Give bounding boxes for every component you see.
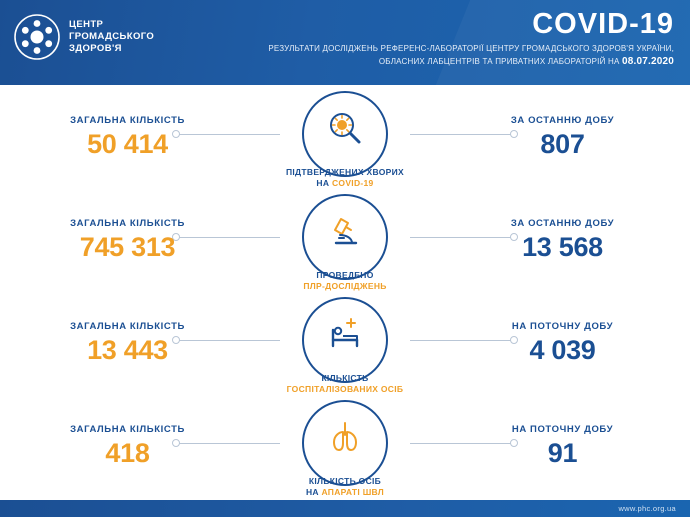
logo-text-line3: ЗДОРОВ'Я (69, 43, 122, 54)
hospital-bed-icon (325, 316, 365, 352)
stat-left-caption: ЗАГАЛЬНА КІЛЬКІСТЬ (70, 424, 185, 435)
subtitle-line2: ОБЛАСНИХ ЛАБЦЕНТРІВ ТА ПРИВАТНИХ ЛАБОРАТОРІЙ НА (378, 57, 620, 66)
stat-right-caption: ЗА ОСТАННЮ ДОБУ (510, 115, 615, 126)
stat-circle-label (270, 270, 420, 292)
stat-label-line2-highlight: АПАРАТІ ШВЛ (321, 487, 385, 497)
stat-left (0, 321, 255, 364)
page-title: COVID-19 (532, 8, 674, 40)
stat-right-value: 91 (547, 438, 578, 468)
stat-label-line2-highlight: ПЛР-ДОСЛІДЖЕНЬ (303, 281, 387, 291)
stat-center (255, 85, 435, 188)
stat-circle (302, 400, 388, 497)
stat-row (0, 291, 690, 394)
stat-label-line2-highlight: ГОСПІТАЛІЗОВАНИХ ОСІБ (286, 384, 404, 394)
stat-left (0, 218, 255, 261)
stat-right-value: 807 (540, 129, 585, 159)
stat-row (0, 188, 690, 291)
stat-row (0, 394, 690, 497)
stat-circle-label (270, 167, 420, 189)
magnifier-virus-icon (326, 110, 364, 148)
stat-right (435, 115, 690, 158)
stat-left-caption: ЗАГАЛЬНА КІЛЬКІСТЬ (70, 218, 185, 229)
stat-right-caption: НА ПОТОЧНУ ДОБУ (511, 424, 614, 435)
stat-right-caption: НА ПОТОЧНУ ДОБУ (511, 321, 614, 332)
logo-text-line1: ЦЕНТР (69, 19, 104, 30)
stat-right-value: 4 039 (529, 335, 596, 365)
stat-right (435, 218, 690, 261)
footer-url[interactable]: www.phc.org.ua (618, 504, 676, 513)
stat-label-line2-prefix: НА (305, 487, 322, 497)
stat-left-caption: ЗАГАЛЬНА КІЛЬКІСТЬ (70, 115, 185, 126)
stat-circle (302, 194, 388, 291)
stat-center (255, 188, 435, 291)
stat-circle-label (270, 373, 420, 395)
phc-logo-icon (14, 14, 60, 60)
stat-label-line1: КІЛЬКІСТЬ (321, 373, 369, 383)
logo-text-line2: ГРОМАДСЬКОГО (69, 31, 155, 42)
stat-left-caption: ЗАГАЛЬНА КІЛЬКІСТЬ (70, 321, 185, 332)
logo-text (69, 19, 154, 55)
stats-rows (0, 85, 690, 500)
footer (0, 500, 690, 517)
stat-label-line1: ПРОВЕДЕНО (316, 270, 374, 280)
stat-center (255, 394, 435, 497)
stat-circle-label (270, 476, 420, 498)
stat-row (0, 85, 690, 188)
stat-left (0, 115, 255, 158)
stat-center (255, 291, 435, 394)
stat-label-line1: ПІДТВЕРДЖЕНИХ ХВОРИХ (285, 167, 404, 177)
stat-left-value: 745 313 (79, 232, 176, 262)
logo-block (14, 14, 154, 60)
report-date: 08.07.2020 (621, 56, 674, 67)
header (0, 0, 690, 85)
stat-right-value: 13 568 (522, 232, 603, 262)
header-subtitle (204, 42, 674, 68)
stat-right (435, 424, 690, 467)
stat-circle (286, 297, 404, 394)
microscope-icon (326, 213, 364, 251)
stat-circle (285, 91, 404, 188)
stat-left-value: 13 443 (87, 335, 168, 365)
stat-label-line1: КІЛЬКІСТЬ ОСІБ (308, 476, 382, 486)
stat-right (435, 321, 690, 364)
lungs-icon (326, 419, 364, 455)
subtitle-line1: РЕЗУЛЬТАТИ ДОСЛІДЖЕНЬ РЕФЕРЕНС-ЛАБОРАТОРІЇ ЦЕНТРУ ГРОМАДСЬКОГО ЗДОРОВ'Я УКРАЇНИ, (268, 44, 674, 53)
stat-left-value: 50 414 (87, 129, 168, 159)
stat-left-value: 418 (105, 438, 150, 468)
stat-left (0, 424, 255, 467)
stat-label-line2-prefix: НА (316, 178, 332, 188)
stat-right-caption: ЗА ОСТАННЮ ДОБУ (510, 218, 615, 229)
stat-label-line2-highlight: COVID-19 (331, 178, 374, 188)
